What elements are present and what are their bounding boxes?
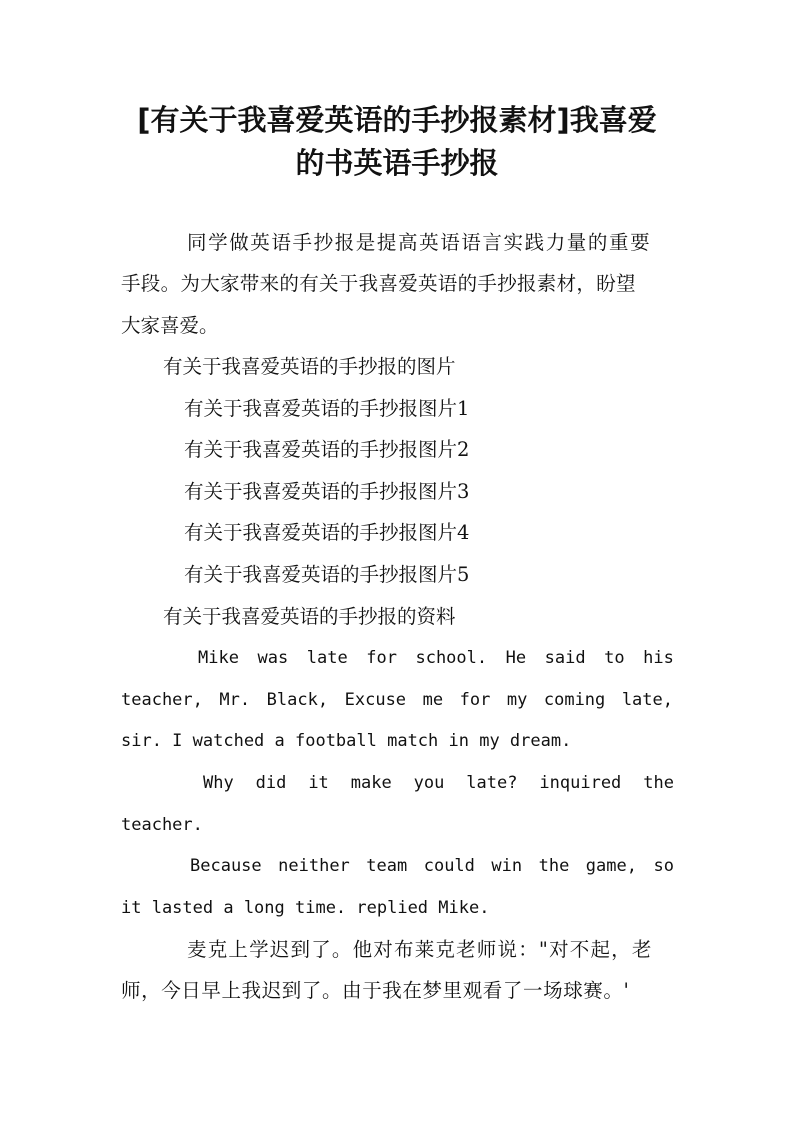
document-title-line-2: 的书英语手抄报	[295, 146, 499, 180]
word: was	[257, 648, 289, 668]
translation-line-2: 师，今日早上我迟到了。由于我在梦里观看了一场球赛。'	[121, 979, 630, 1002]
story-paragraph-1-line-2	[121, 685, 673, 715]
word: game,	[585, 856, 637, 876]
image-list-item: 有关于我喜爱英语的手抄报图片2	[184, 438, 470, 461]
word: school.	[415, 648, 488, 668]
word: his	[643, 648, 674, 668]
word: coming	[543, 690, 606, 710]
document-title-line-1: [有关于我喜爱英语的手抄报素材]我喜爱	[137, 103, 657, 137]
story-paragraph-2-line-2: teacher.	[121, 815, 203, 835]
word: Why	[203, 773, 234, 793]
word: me	[422, 690, 444, 710]
intro-line-1: 同学做英语手抄报是提高英语语言实践力量的重要	[187, 231, 652, 254]
word: late,	[621, 690, 673, 710]
word: Black,	[266, 690, 329, 710]
word: the	[643, 773, 674, 793]
story-paragraph-3-line-1	[190, 851, 674, 881]
word: team	[366, 856, 408, 876]
word: for	[459, 690, 491, 710]
word: it	[308, 773, 329, 793]
image-list-item: 有关于我喜爱英语的手抄报图片3	[184, 480, 470, 503]
word: make	[350, 773, 392, 793]
word: the	[538, 856, 570, 876]
word: He	[505, 648, 527, 668]
word: my	[506, 690, 528, 710]
word: for	[366, 648, 397, 668]
word: so	[653, 856, 674, 876]
word: could	[423, 856, 475, 876]
word: neither	[278, 856, 350, 876]
word: you	[413, 773, 445, 793]
word: did	[255, 773, 287, 793]
intro-line-3: 大家喜爱。	[121, 314, 219, 337]
word: Because	[190, 856, 262, 876]
story-paragraph-1-line-1	[198, 643, 674, 673]
word: Mr.	[219, 690, 251, 710]
image-list-item: 有关于我喜爱英语的手抄报图片5	[184, 563, 470, 586]
image-list-item: 有关于我喜爱英语的手抄报图片4	[184, 521, 470, 544]
image-list-item: 有关于我喜爱英语的手抄报图片1	[184, 397, 470, 420]
word: to	[604, 648, 625, 668]
images-section-heading: 有关于我喜爱英语的手抄报的图片	[163, 355, 456, 378]
word: Excuse	[344, 690, 407, 710]
story-paragraph-1-line-3: sir. I watched a football match in my dream.	[121, 731, 572, 751]
story-paragraph-3-line-2: it lasted a long time. replied Mike.	[121, 898, 490, 918]
word: Mike	[198, 648, 239, 668]
story-paragraph-2-line-1	[203, 768, 674, 798]
translation-line-1: 麦克上学迟到了。他对布莱克老师说："对不起，老	[187, 938, 653, 961]
intro-line-2: 手段。为大家带来的有关于我喜爱英语的手抄报素材，盼望	[121, 272, 636, 295]
word: late	[306, 648, 348, 668]
word: teacher,	[121, 690, 203, 710]
material-section-heading: 有关于我喜爱英语的手抄报的资料	[163, 605, 456, 628]
word: inquired	[539, 773, 622, 793]
word: win	[491, 856, 523, 876]
word: late?	[466, 773, 518, 793]
word: said	[544, 648, 586, 668]
